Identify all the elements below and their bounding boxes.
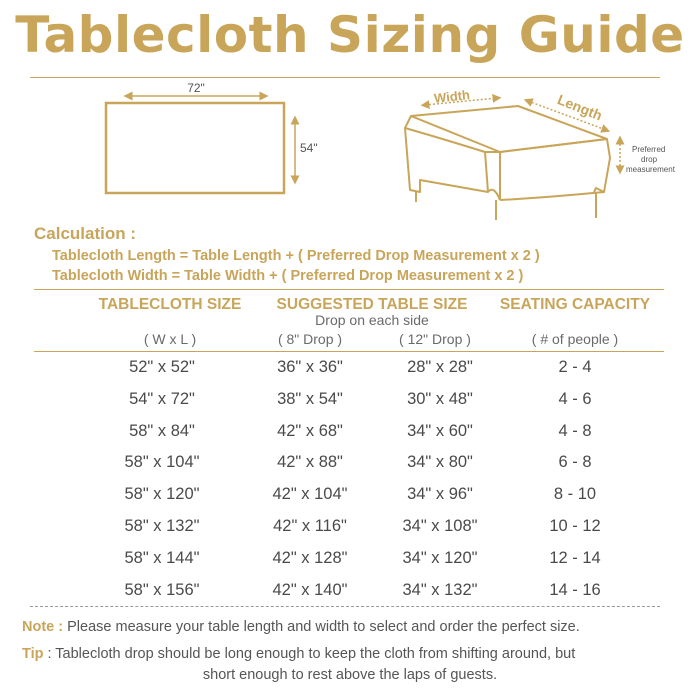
cell-drop12: 34" x 120": [402, 548, 478, 567]
cell-drop12: 34" x 108": [402, 517, 478, 535]
cell-drop8: 42" x 128": [272, 548, 348, 567]
cell-drop8: 38" x 54": [277, 389, 343, 408]
table-top-rule: [34, 289, 664, 290]
table-header-rule: [34, 351, 664, 352]
length-formula: Tablecloth Length = Table Length + ( Preferred Drop Measurement x 2 ): [52, 248, 540, 264]
table-illustration: [405, 106, 610, 220]
cell-size: 58" x 156": [124, 580, 200, 599]
cell-seating: 4 - 8: [558, 421, 592, 440]
tip-text-2: short enough to rest above the laps of guests.: [202, 667, 498, 683]
cell-seating: 4 - 6: [558, 389, 592, 408]
cell-drop12: 34" x 96": [407, 485, 473, 504]
cell-drop8: 42" x 116": [273, 517, 347, 535]
cell-drop12: 34" x 132": [402, 580, 478, 599]
cell-seating: 8 - 10: [553, 485, 597, 504]
tip-label: Tip: [22, 646, 44, 662]
page-title: Tablecloth Sizing Guide: [15, 6, 685, 64]
table-row: [0, 422, 700, 454]
cell-seating: 12 - 14: [549, 548, 601, 567]
drop-each-side-label: Drop on each side: [315, 312, 429, 328]
header-tablecloth-size: TABLECLOTH SIZE: [98, 296, 242, 313]
cell-seating: 2 - 4: [558, 358, 592, 376]
drop8-label: ( 8" Drop ): [277, 331, 343, 347]
note-label: Note :: [22, 619, 64, 635]
people-label: ( # of people ): [531, 331, 619, 347]
width-label: Width: [433, 87, 471, 106]
table-row: [0, 517, 700, 549]
size-unit-label: ( W x L ): [143, 331, 197, 347]
flat-tablecloth-rect: [106, 103, 284, 193]
cell-drop8: 42" x 88": [277, 453, 343, 472]
cell-drop8: 42" x 104": [272, 485, 348, 504]
rect-height-label: 54": [300, 141, 318, 155]
table-row: [0, 453, 700, 485]
cell-drop12: 28" x 28": [407, 358, 473, 376]
drop12-label: ( 12" Drop ): [399, 331, 471, 347]
calculation-heading: Calculation :: [34, 224, 137, 243]
notes-divider: [30, 606, 660, 607]
cell-drop8: 36" x 36": [277, 358, 343, 376]
header-seating-capacity: SEATING CAPACITY: [499, 296, 651, 313]
cell-size: 58" x 104": [124, 453, 200, 472]
table-row: [0, 581, 700, 613]
cell-seating: 6 - 8: [558, 453, 592, 472]
note-line: [22, 619, 580, 635]
cell-drop8: 42" x 140": [272, 580, 348, 599]
cell-drop12: 34" x 80": [407, 453, 473, 472]
cell-size: 58" x 144": [124, 548, 200, 567]
cell-seating: 14 - 16: [549, 580, 601, 599]
table-row: [0, 390, 700, 422]
width-formula: Tablecloth Width = Table Width + ( Preferred Drop Measurement x 2 ): [52, 268, 524, 284]
cell-seating: 10 - 12: [549, 517, 601, 535]
length-label: Length: [555, 91, 605, 124]
cell-size: 58" x 120": [124, 485, 200, 504]
header-suggested-size: SUGGESTED TABLE SIZE: [276, 296, 468, 313]
title-divider: [30, 77, 660, 78]
table-row: [0, 358, 700, 390]
cell-size: 58" x 84": [129, 421, 195, 440]
rect-width-label: 72": [187, 81, 205, 95]
tip-text-1: : Tablecloth drop should be long enough to keep the cloth from shifting around, but: [43, 646, 576, 662]
table-row: [0, 549, 700, 581]
tip-line: [22, 646, 575, 662]
cell-drop12: 34" x 60": [407, 421, 473, 440]
table-row: [0, 485, 700, 517]
drop-label: Preferred drop measurement: [626, 145, 675, 174]
cell-size: 54" x 72": [129, 389, 195, 408]
cell-drop12: 30" x 48": [407, 389, 473, 408]
size-diagrams: [0, 80, 700, 225]
cell-drop8: 42" x 68": [277, 421, 343, 440]
note-text: Please measure your table length and width to select and order the perfect size.: [63, 619, 580, 635]
cell-size: 58" x 132": [124, 517, 200, 535]
cell-size: 52" x 52": [129, 358, 195, 376]
